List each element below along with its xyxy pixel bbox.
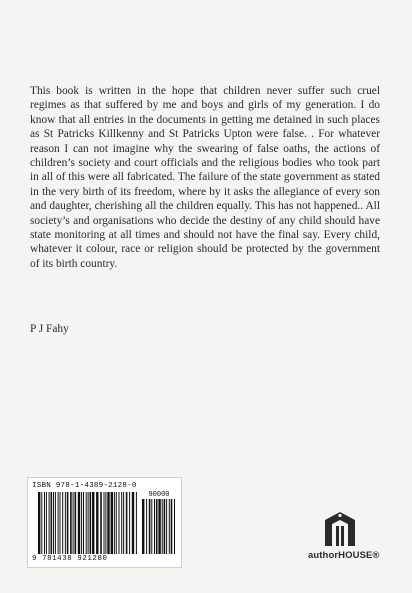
isbn-label: ISBN 978-1-4389-2128-0	[32, 482, 137, 490]
barcode	[27, 477, 182, 568]
publisher-block	[308, 510, 378, 570]
back-cover-blurb: This book is written in the hope that children never suffer such cruel regimes as that suffered by me and boys and girls of my generation. I do know that all entries in the documents in getting me detained in such places as St Patricks Killkenny and St Patricks Upton were false. . For whatever reason I can not imagine why the swearing of false oaths, the actions of children’s society and court officials and the religious bodies who took part in all of this were all fabricated. The failure of the state government as stated in the very birth of its freedom, where by it asks the allegiance of every son and daughter, cherishing all the children equally. This has not happened.. All society’s and organisations who decide the destiny of any child should have state monitoring at all times and should not have the final say. Every child, whatever it colour, race or religion should be protected by the government of its birth country.	[30, 85, 380, 270]
authorhouse-logo-icon	[322, 510, 358, 548]
barcode-bars	[38, 492, 138, 554]
publisher-name: authorHOUSE®	[308, 550, 380, 561]
barcode-addon-bars	[142, 499, 176, 554]
barcode-addon-digits: 90000	[148, 491, 170, 499]
author-name: P J Fahy	[30, 323, 69, 335]
barcode-number: 9 781438 921280	[32, 555, 108, 563]
